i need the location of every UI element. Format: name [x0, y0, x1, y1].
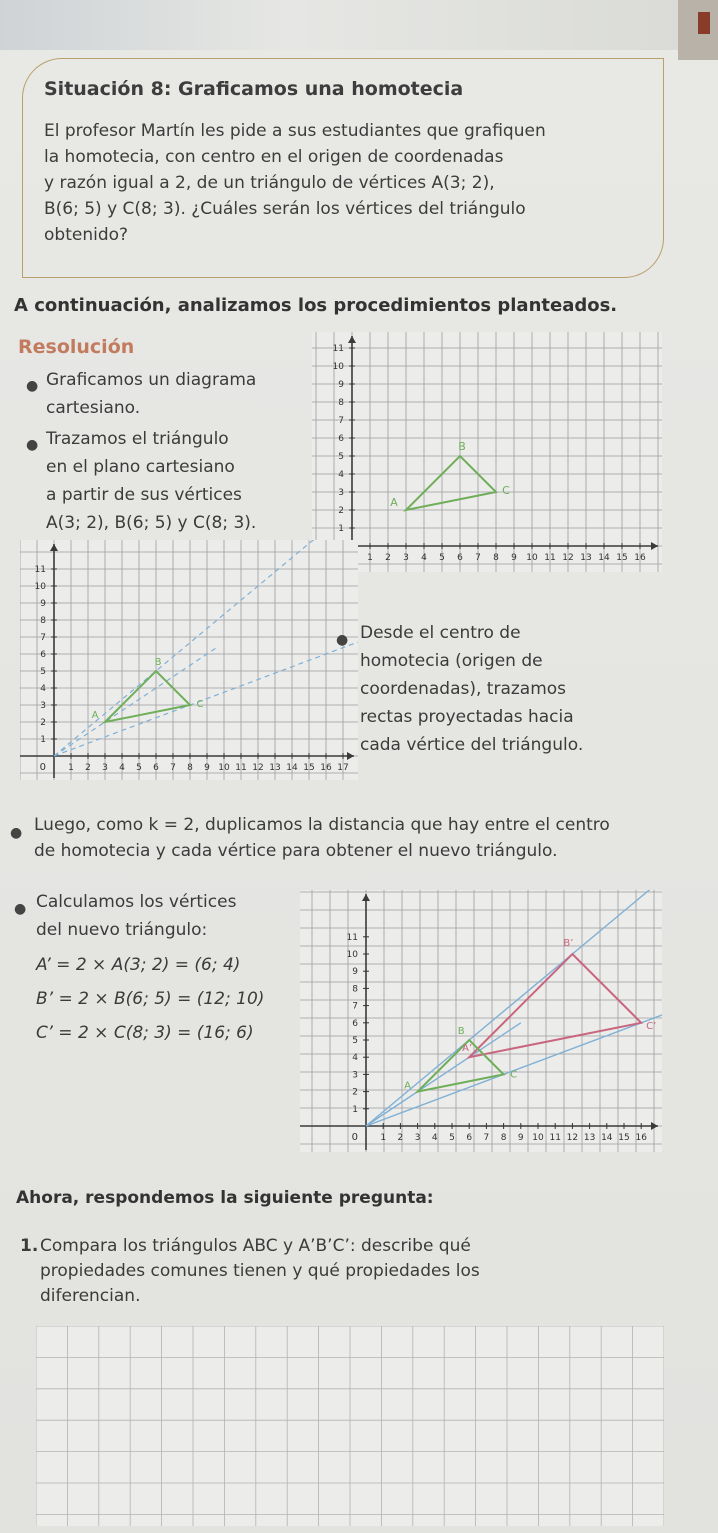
top-strip [0, 0, 718, 50]
x-tick-label: 11 [549, 1133, 561, 1143]
calc-line: C’ = 2 × C(8; 3) = (16; 6) [36, 1023, 254, 1043]
x-tick-label: 14 [598, 553, 610, 563]
x-tick-label: 16 [320, 763, 332, 773]
x-tick-label: 13 [580, 553, 592, 563]
answer-grid[interactable] [36, 1326, 664, 1526]
y-tick-label: 9 [40, 599, 46, 609]
x-tick-label: 7 [475, 553, 481, 563]
bullet-icon: ● [10, 825, 23, 841]
bullet-line: cada vértice del triángulo. [360, 735, 584, 755]
origin-label: 0 [39, 762, 46, 773]
page-corner [678, 0, 718, 60]
vertex-label-c-prime: C’ [646, 1020, 657, 1032]
situation-title: Situación 8: Graficamos una homotecia [44, 78, 464, 100]
x-tick-label: 14 [286, 763, 298, 773]
graph-homothety [300, 890, 662, 1152]
question-line: Compara los triángulos ABC y A’B’C’: describe qué [40, 1236, 471, 1256]
x-tick-label: 12 [566, 1133, 579, 1143]
bullet-2 [46, 425, 256, 537]
y-tick-label: 10 [34, 582, 46, 592]
y-tick-label: 6 [338, 434, 344, 444]
vertex-label-b-prime: B’ [563, 938, 574, 949]
bullet-1 [46, 366, 256, 422]
y-tick-label: 1 [338, 524, 344, 534]
bullet-line: Luego, como k = 2, duplicamos la distancia que hay entre el centro [34, 815, 610, 835]
x-tick-label: 17 [337, 763, 349, 773]
x-tick-label: 14 [601, 1133, 613, 1143]
x-tick-label: 1 [367, 553, 373, 563]
bullet-line: rectas proyectadas hacia [360, 707, 574, 727]
situation-line: B(6; 5) y C(8; 3). ¿Cuáles serán los vértices del triángulo [44, 199, 526, 219]
x-tick-label: 2 [397, 1133, 404, 1143]
situation-line: obtenido? [44, 225, 129, 245]
y-tick-label: 11 [346, 932, 358, 943]
graph-projection-lines [20, 540, 358, 780]
y-tick-label: 2 [352, 1087, 358, 1098]
vertex-label-c: C [502, 484, 510, 497]
y-tick-label: 5 [338, 452, 344, 462]
y-tick-label: 4 [338, 470, 344, 480]
bullet-icon: ● [26, 378, 39, 394]
vertex-label-a-prime: A’ [462, 1043, 473, 1055]
x-tick-label: 6 [457, 553, 463, 563]
question-line: propiedades comunes tienen y qué propiedades los [40, 1261, 480, 1281]
calc-line: B’ = 2 × B(6; 5) = (12; 10) [36, 989, 265, 1009]
x-tick-label: 15 [618, 1133, 630, 1143]
intro-heading: A continuación, analizamos los procedimientos planteados. [14, 295, 618, 316]
bullet-line: Graficamos un diagrama [46, 370, 257, 390]
bullet-line: Calculamos los vértices [36, 892, 237, 912]
bullet-line: homotecia (origen de [360, 651, 543, 671]
x-tick-label: 13 [269, 763, 281, 773]
y-tick-label: 3 [40, 701, 46, 711]
x-tick-label: 3 [414, 1133, 421, 1143]
bullet-line: del nuevo triángulo: [36, 920, 208, 940]
bullet-line: en el plano cartesiano [46, 457, 235, 477]
x-tick-label: 11 [235, 763, 247, 773]
x-tick-label: 13 [583, 1133, 596, 1143]
x-tick-label: 2 [385, 553, 391, 563]
calc-line: A’ = 2 × A(3; 2) = (6; 4) [36, 955, 241, 975]
vertex-calculations [36, 948, 264, 1050]
y-tick-label: 8 [338, 398, 344, 408]
vertex-label-a: A [91, 710, 99, 721]
x-tick-label: 4 [119, 763, 125, 773]
bullet-icon: ● [26, 437, 39, 453]
y-tick-label: 4 [352, 1053, 358, 1064]
x-tick-label: 10 [218, 763, 230, 773]
y-tick-label: 3 [352, 1070, 358, 1081]
x-tick-label: 1 [380, 1133, 387, 1143]
bullet-5 [36, 888, 236, 944]
situation-line: El profesor Martín les pide a sus estudiantes que grafiquen [44, 121, 546, 141]
y-tick-label: 9 [338, 380, 344, 390]
y-tick-label: 10 [346, 950, 358, 960]
bullet-line: de homotecia y cada vértice para obtener el nuevo triángulo. [34, 841, 558, 861]
y-tick-label: 1 [352, 1104, 358, 1115]
x-tick-label: 1 [68, 763, 74, 773]
vertex-label-c: C [510, 1069, 518, 1081]
y-tick-label: 2 [40, 718, 46, 728]
origin-label: 0 [351, 1132, 358, 1143]
bullet-3 [360, 619, 650, 759]
y-tick-label: 6 [40, 650, 46, 660]
x-tick-label: 12 [562, 553, 574, 563]
x-tick-label: 5 [136, 763, 142, 773]
x-tick-label: 15 [616, 553, 628, 563]
x-tick-label: 6 [153, 763, 159, 773]
x-tick-label: 9 [204, 763, 210, 773]
x-tick-label: 9 [517, 1133, 524, 1143]
vertex-label-b: B [457, 1026, 465, 1037]
y-tick-label: 8 [40, 616, 46, 626]
y-tick-label: 6 [352, 1018, 358, 1029]
question-line: diferencian. [40, 1286, 141, 1306]
x-tick-label: 12 [252, 763, 264, 773]
x-tick-label: 7 [170, 763, 176, 773]
x-tick-label: 16 [635, 1133, 647, 1143]
x-tick-label: 2 [85, 763, 91, 773]
y-tick-label: 4 [40, 684, 46, 694]
graph-background [312, 332, 662, 572]
bullet-icon: ● [336, 632, 349, 648]
x-tick-label: 8 [187, 763, 193, 773]
bullet-4 [34, 812, 714, 864]
x-tick-label: 3 [403, 553, 409, 563]
vertex-label-b: B [458, 440, 466, 453]
x-tick-label: 11 [544, 553, 556, 563]
vertex-label-c: C [196, 699, 204, 710]
vertex-label-a: A [390, 496, 398, 509]
vertex-label-b: B [154, 657, 162, 668]
y-tick-label: 7 [338, 416, 344, 426]
y-tick-label: 11 [34, 565, 46, 575]
bullet-line: a partir de sus vértices [46, 485, 242, 505]
question-1 [20, 1234, 660, 1309]
y-tick-label: 3 [338, 488, 344, 498]
y-tick-label: 10 [332, 362, 344, 372]
x-tick-label: 4 [431, 1133, 438, 1143]
x-tick-label: 10 [526, 553, 538, 563]
x-tick-label: 16 [634, 553, 646, 563]
y-tick-label: 8 [352, 984, 358, 995]
x-tick-label: 4 [421, 553, 427, 563]
resolution-title: Resolución [18, 336, 135, 358]
x-tick-label: 6 [466, 1133, 473, 1143]
x-tick-label: 5 [449, 1133, 455, 1143]
question-number: 1. [20, 1236, 39, 1256]
vertex-label-a: A [404, 1080, 412, 1092]
x-tick-label: 8 [493, 553, 499, 563]
bullet-line: Desde el centro de [360, 623, 521, 643]
x-tick-label: 3 [102, 763, 108, 773]
bullet-icon: ● [14, 901, 27, 917]
bullet-line: A(3; 2), B(6; 5) y C(8; 3). [46, 513, 257, 533]
y-tick-label: 7 [352, 1001, 358, 1012]
situation-line: la homotecia, con centro en el origen de coordenadas [44, 147, 504, 167]
x-tick-label: 9 [511, 553, 517, 563]
situation-line: y razón igual a 2, de un triángulo de vértices A(3; 2), [44, 173, 495, 193]
y-tick-label: 5 [40, 667, 46, 677]
y-tick-label: 1 [40, 735, 46, 745]
y-tick-label: 2 [338, 506, 344, 516]
situation-text [44, 118, 654, 248]
x-tick-label: 8 [500, 1133, 507, 1143]
y-tick-label: 11 [332, 344, 344, 354]
y-tick-label: 5 [352, 1036, 358, 1046]
graph-triangle [312, 332, 662, 572]
x-tick-label: 10 [532, 1133, 544, 1143]
x-tick-label: 7 [483, 1133, 490, 1143]
y-tick-label: 7 [40, 633, 46, 643]
bullet-line: coordenadas), trazamos [360, 679, 567, 699]
x-tick-label: 5 [439, 553, 445, 563]
y-tick-label: 9 [352, 967, 358, 978]
bullet-line: cartesiano. [46, 398, 141, 418]
x-tick-label: 15 [303, 763, 315, 773]
question-heading: Ahora, respondemos la siguiente pregunta: [16, 1188, 434, 1208]
bullet-line: Trazamos el triángulo [46, 429, 229, 449]
